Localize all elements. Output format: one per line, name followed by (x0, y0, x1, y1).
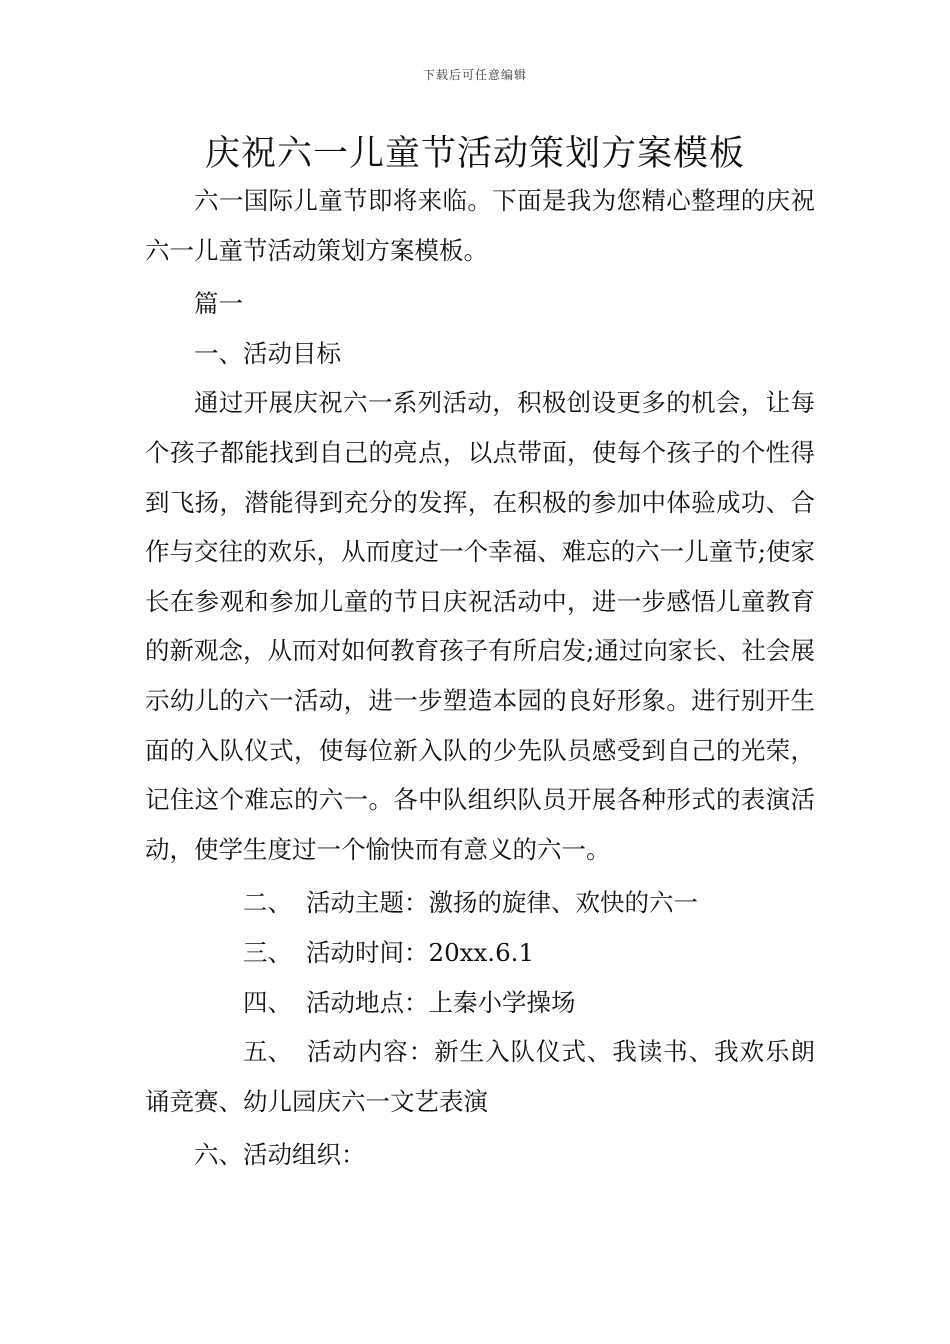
document-body (145, 176, 815, 1180)
intro-paragraph: 六一国际儿童节即将来临。下面是我为您精心整理的庆祝六一儿童节活动策划方案模板。 (145, 186, 815, 265)
page-header-note: 下载后可任意编辑 (422, 68, 527, 82)
list-item-number: 二、 (243, 888, 292, 918)
list-item-text: 活动内容：新生入队仪式、我读书、我欢乐朗诵竞赛、幼儿园庆六一文艺表演 (145, 1037, 815, 1116)
list-item-number: 五、 (243, 1037, 292, 1067)
list-item-text: 活动主题：激扬的旋律、欢快的六一 (306, 888, 698, 918)
list-item-number: 四、 (243, 987, 292, 1017)
org-heading: 六、活动组织： (194, 1140, 366, 1170)
goal-paragraph: 通过开展庆祝六一系列活动，积极创设更多的机会，让每个孩子都能找到自己的亮点，以点带面，使每个孩子的个性得到飞扬，潜能得到充分的发挥，在积极的参加中体验成功、合作与交往的欢乐，从而度过一个幸福、难忘的六一儿童节;使家长在参观和参加儿童的节日庆祝活动中，进一步感悟儿童教育的新观念，从而对如何教育孩子有所启发;通过向家长、社会展示幼儿的六一活动，进一步塑造本园的良好形象。进行别开生面的入队仪式，使每位新入队的少先队员感受到自己的光荣，记住这个难忘的六一。各中队组织队员开展各种形式的表演活动，使学生度过一个愉快而有意义的六一。 (145, 388, 815, 864)
list-item-theme (145, 878, 815, 928)
goal-heading: 一、活动目标 (194, 338, 341, 368)
section-label: 篇一 (194, 289, 243, 319)
list-item-text: 活动地点：上秦小学操场 (306, 987, 576, 1017)
list-item-content (145, 1027, 815, 1126)
list-item-time (145, 928, 815, 978)
list-item-location (145, 978, 815, 1028)
list-item-text: 活动时间：20xx.6.1 (306, 937, 535, 967)
document-title: 庆祝六一儿童节活动策划方案模板 (204, 134, 745, 174)
list-item-number: 三、 (243, 937, 292, 967)
